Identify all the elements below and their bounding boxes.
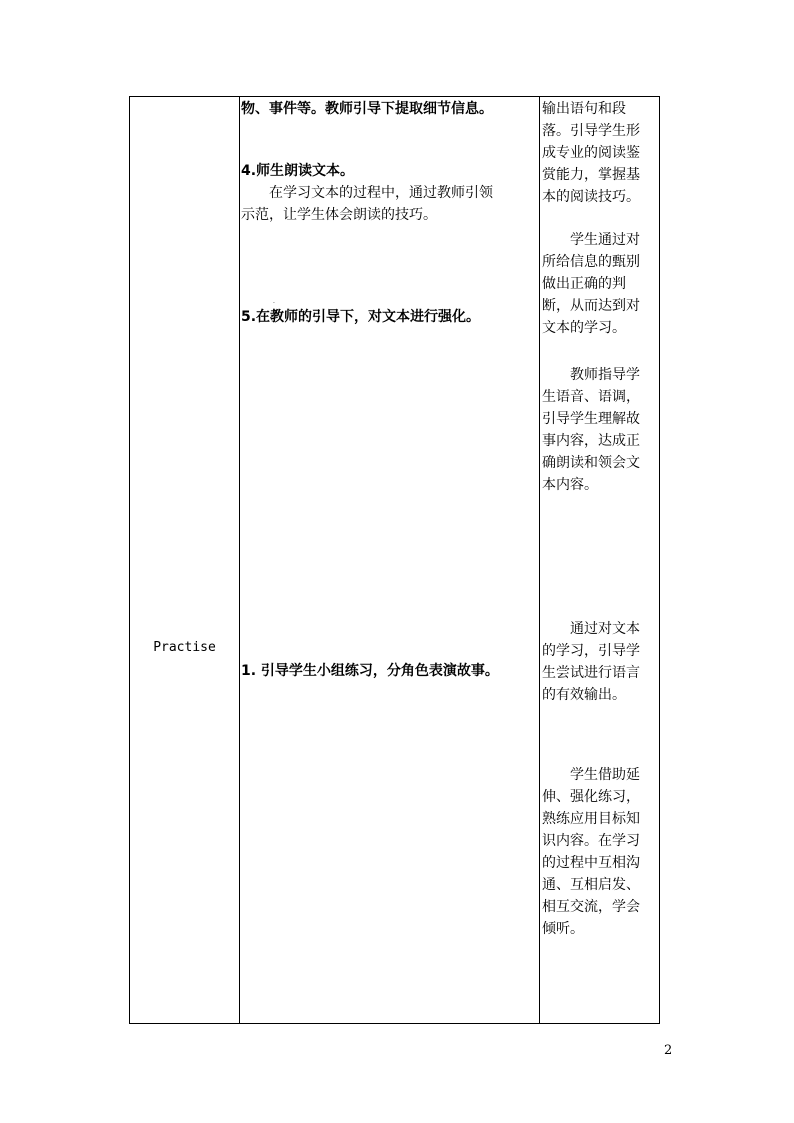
purpose-line: 学生借助延 (570, 767, 640, 783)
purpose-line: 所给信息的甄别 (542, 254, 640, 270)
activity-4-text-line: 示范，让学生体会朗读的技巧。 (241, 207, 437, 223)
purpose-line: 文本的学习。 (542, 320, 626, 336)
purpose-line: 本内容。 (542, 477, 598, 493)
purpose-line: 输出语句和段 (542, 101, 626, 117)
lesson-table (129, 96, 660, 1024)
purpose-line: 事内容，达成正 (542, 433, 640, 449)
purpose-line: 的过程中互相沟 (542, 855, 640, 871)
purpose-line: 通、互相启发、 (542, 877, 640, 893)
purpose-line: 倾听。 (542, 921, 584, 937)
purpose-line: 学生通过对 (570, 232, 640, 248)
stray-dot: · (273, 300, 275, 307)
purpose-line: 本的阅读技巧。 (542, 189, 640, 205)
purpose-line: 通过对文本 (570, 621, 640, 637)
purpose-line: 识内容。在学习 (542, 833, 640, 849)
purpose-line: 做出正确的判 (542, 276, 626, 292)
activity-5-title: 5.在教师的引导下，对文本进行强化。 (241, 309, 481, 325)
activity-continued-line: 物、事件等。教师引导下提取细节信息。 (241, 101, 493, 117)
purpose-line: 引导学生理解故 (542, 411, 640, 427)
purpose-line: 成专业的阅读鉴 (542, 145, 640, 161)
activity-4-title: 4.师生朗读文本。 (241, 163, 355, 179)
purpose-line: 的学习，引导学 (542, 643, 640, 659)
purpose-line: 熟练应用目标知 (542, 811, 640, 827)
purpose-line: 断，从而达到对 (542, 298, 640, 314)
purpose-line: 伸、强化练习， (542, 789, 640, 805)
column-divider (539, 97, 540, 1023)
purpose-line: 生尝试进行语言 (542, 665, 640, 681)
purpose-line: 相互交流，学会 (542, 899, 640, 915)
purpose-line: 确朗读和领会文 (542, 455, 640, 471)
activity-4-text-line: 在学习文本的过程中，通过教师引领 (269, 185, 493, 201)
stage-label: Practise (153, 640, 216, 655)
practise-activity-1: 1. 引导学生小组练习，分角色表演故事。 (241, 663, 499, 679)
page-number: 2 (664, 1043, 673, 1058)
purpose-line: 教师指导学 (570, 367, 640, 383)
purpose-line: 的有效输出。 (542, 687, 626, 703)
column-divider (239, 97, 240, 1023)
purpose-line: 落。引导学生形 (542, 123, 640, 139)
purpose-line: 生语音、语调， (542, 389, 640, 405)
purpose-line: 赏能力，掌握基 (542, 167, 640, 183)
